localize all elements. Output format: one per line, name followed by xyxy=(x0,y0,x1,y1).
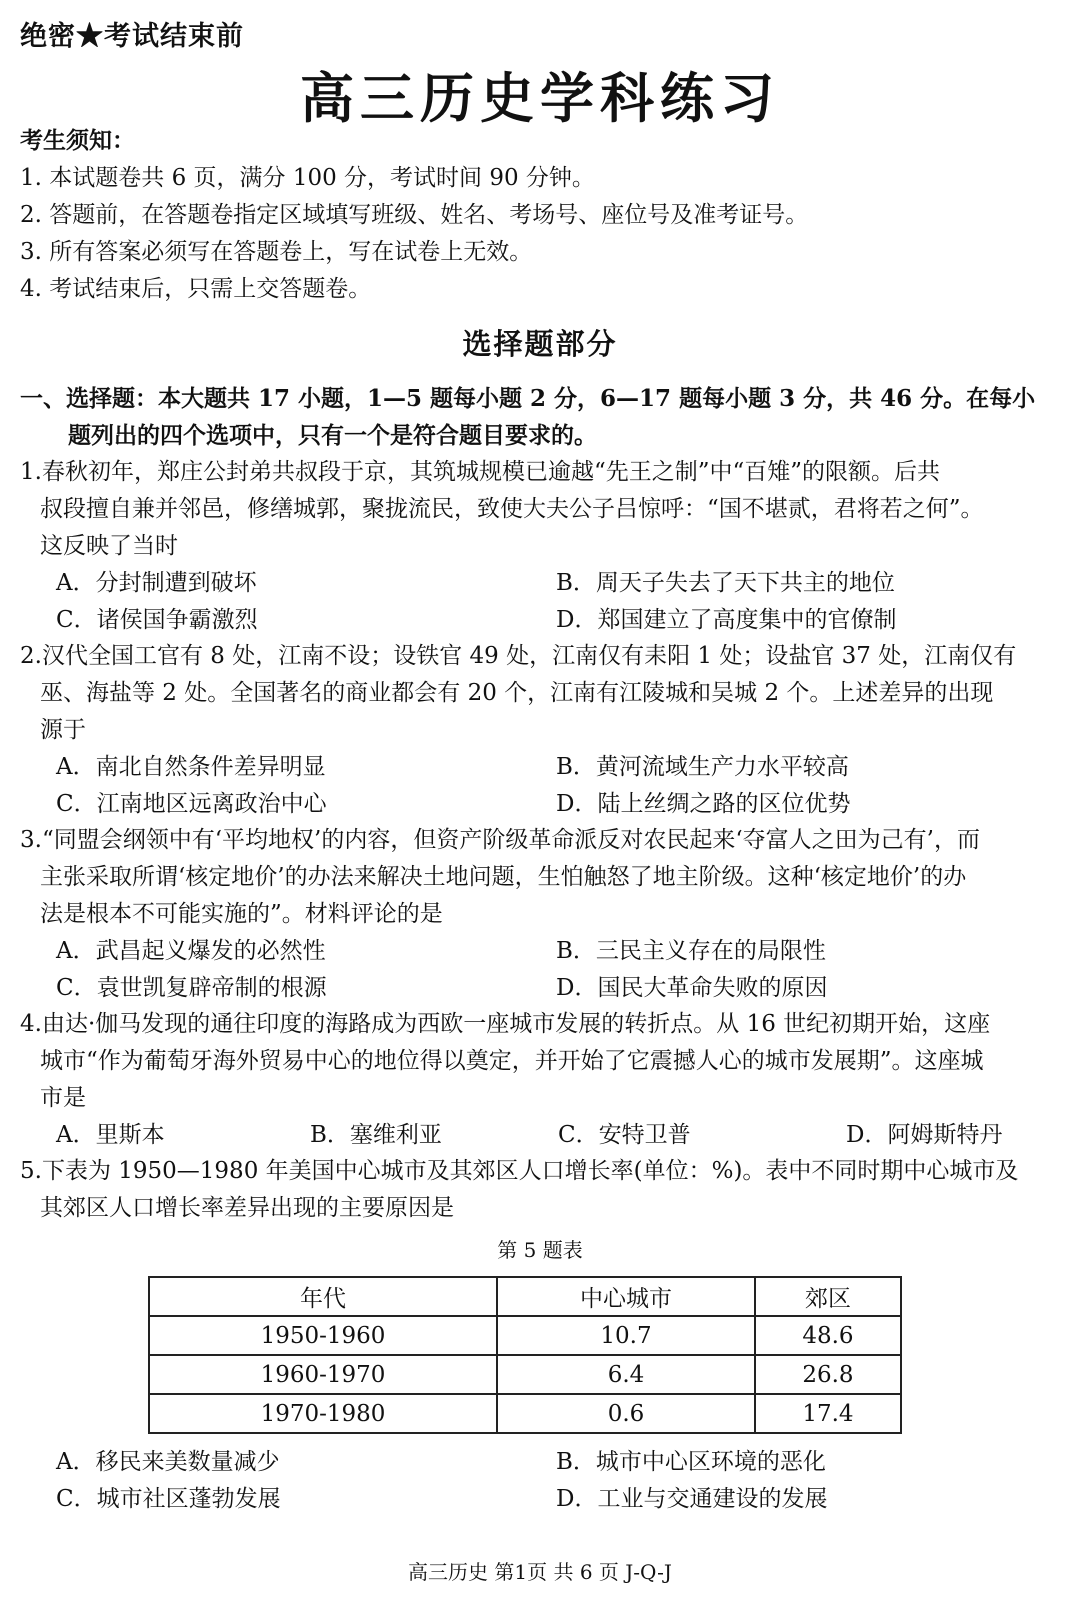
options xyxy=(20,1444,1060,1518)
notice-heading: 考生须知： xyxy=(20,127,135,154)
stem-line: 5.下表为 1950—1980 年美国中心城市及其郊区人口增长率(单位：%)。表中不同时期中心城市及 xyxy=(20,1158,1019,1184)
stem-line: 4.由达·伽马发现的通往印度的海路成为西欧一座城市发展的转折点。从 16 世纪初期开始，这座 xyxy=(20,1011,991,1037)
option-a: A．分封制遭到破坏 xyxy=(56,570,257,596)
option-c: C．诸侯国争霸激烈 xyxy=(56,607,258,633)
stem-line: 市是 xyxy=(40,1085,86,1111)
option-c: C．袁世凯复辟帝制的根源 xyxy=(56,975,327,1001)
stem-line: 巫、海盐等 2 处。全国著名的商业都会有 20 个，江南有江陵城和吴城 2 个。上述差异的出现 xyxy=(40,680,994,706)
table-cell: 17.4 xyxy=(755,1394,901,1433)
notice-item: 3. 所有答案必须写在答题卷上，写在试卷上无效。 xyxy=(20,239,533,265)
table-cell: 1960-1970 xyxy=(149,1355,497,1394)
table-header: 郊区 xyxy=(755,1277,901,1316)
question-4 xyxy=(20,1006,1060,1154)
population-growth-table xyxy=(148,1276,902,1434)
question-stem xyxy=(20,1153,1060,1227)
option-c: C．城市社区蓬勃发展 xyxy=(56,1486,281,1512)
table-cell: 1970-1980 xyxy=(149,1394,497,1433)
table-cell: 10.7 xyxy=(497,1316,755,1355)
question-stem xyxy=(20,454,1060,565)
question-5-options xyxy=(20,1444,1060,1518)
instruction-line: 一、选择题：本大题共 17 小题，1—5 题每小题 2 分，6—17 题每小题 3 分，共 46 分。在每小 xyxy=(20,385,1036,412)
option-b: B．黄河流域生产力水平较高 xyxy=(556,754,849,780)
stem-line: 3.“同盟会纲领中有‘平均地权’的内容，但资产阶级革命派反对农民起来‘夺富人之田为己有’，而 xyxy=(20,827,980,853)
notice-item: 4. 考试结束后，只需上交答题卷。 xyxy=(20,276,372,302)
question-stem xyxy=(20,1006,1060,1117)
table-caption: 第 5 题表 xyxy=(497,1238,583,1262)
option-d: D．郑国建立了高度集中的官僚制 xyxy=(556,607,897,633)
stem-line: 源于 xyxy=(40,717,86,743)
section-instruction xyxy=(20,380,1060,454)
stem-line: 2.汉代全国工官有 8 处，江南不设；设铁官 49 处，江南仅有耒阳 1 处；设盐官 37 处，江南仅有 xyxy=(20,643,1017,669)
notice-list xyxy=(20,160,1060,308)
stem-line: 主张采取所谓‘核定地价’的办法来解决土地问题，生怕触怒了地主阶级。这种‘核定地价’的办 xyxy=(40,864,967,890)
option-a: A．里斯本 xyxy=(56,1122,165,1148)
option-b: B．城市中心区环境的恶化 xyxy=(556,1449,826,1475)
table-row xyxy=(149,1316,901,1355)
option-c: C．安特卫普 xyxy=(558,1122,691,1148)
options xyxy=(20,933,1060,1007)
stem-line: 这反映了当时 xyxy=(40,533,178,559)
option-a: A．南北自然条件差异明显 xyxy=(56,754,326,780)
notice-item: 2. 答题前，在答题卷指定区域填写班级、姓名、考场号、座位号及准考证号。 xyxy=(20,202,809,228)
table-header: 中心城市 xyxy=(497,1277,755,1316)
notice-item: 1. 本试题卷共 6 页，满分 100 分，考试时间 90 分钟。 xyxy=(20,165,595,191)
options xyxy=(20,565,1060,639)
option-a: A．移民来美数量减少 xyxy=(56,1449,280,1475)
option-d: D．国民大革命失败的原因 xyxy=(556,975,828,1001)
instruction-line: 题列出的四个选项中，只有一个是符合题目要求的。 xyxy=(68,422,597,449)
page-footer: 高三历史 第1页 共 6 页 J-Q-J xyxy=(408,1560,672,1584)
option-a: A．武昌起义爆发的必然性 xyxy=(56,938,326,964)
table-cell: 48.6 xyxy=(755,1316,901,1355)
table-row xyxy=(149,1394,901,1433)
option-d: D．工业与交通建设的发展 xyxy=(556,1486,828,1512)
secret-label: 绝密★考试结束前 xyxy=(20,21,244,52)
table-cell: 1950-1960 xyxy=(149,1316,497,1355)
table-cell: 0.6 xyxy=(497,1394,755,1433)
stem-line: 其郊区人口增长率差异出现的主要原因是 xyxy=(40,1195,454,1221)
table-cell: 26.8 xyxy=(755,1355,901,1394)
section-title: 选择题部分 xyxy=(462,327,618,361)
option-b: B．周天子失去了天下共主的地位 xyxy=(556,570,895,596)
question-3 xyxy=(20,822,1060,1007)
table-row xyxy=(149,1355,901,1394)
question-2 xyxy=(20,638,1060,823)
page-title: 高三历史学科练习 xyxy=(300,66,780,130)
stem-line: 法是根本不可能实施的”。材料评论的是 xyxy=(40,901,443,927)
table-cell: 6.4 xyxy=(497,1355,755,1394)
stem-line: 城市“作为葡萄牙海外贸易中心的地位得以奠定，并开始了它震撼人心的城市发展期”。这座城 xyxy=(40,1048,984,1074)
options xyxy=(20,749,1060,823)
option-c: C．江南地区远离政治中心 xyxy=(56,791,327,817)
question-stem xyxy=(20,638,1060,749)
table-header-row xyxy=(149,1277,901,1316)
question-5 xyxy=(20,1153,1060,1227)
question-1 xyxy=(20,454,1060,639)
table-header: 年代 xyxy=(149,1277,497,1316)
option-b: B．三民主义存在的局限性 xyxy=(556,938,826,964)
option-d: D．阿姆斯特丹 xyxy=(846,1122,1003,1148)
option-b: B．塞维利亚 xyxy=(310,1122,442,1148)
stem-line: 1.春秋初年，郑庄公封弟共叔段于京，其筑城规模已逾越“先王之制”中“百雉”的限额。后共 xyxy=(20,459,940,485)
option-d: D．陆上丝绸之路的区位优势 xyxy=(556,791,851,817)
question-stem xyxy=(20,822,1060,933)
options xyxy=(20,1117,1060,1154)
stem-line: 叔段擅自兼并邻邑，修缮城郭，聚拢流民，致使大夫公子吕惊呼：“国不堪贰，君将若之何”。 xyxy=(40,496,984,522)
